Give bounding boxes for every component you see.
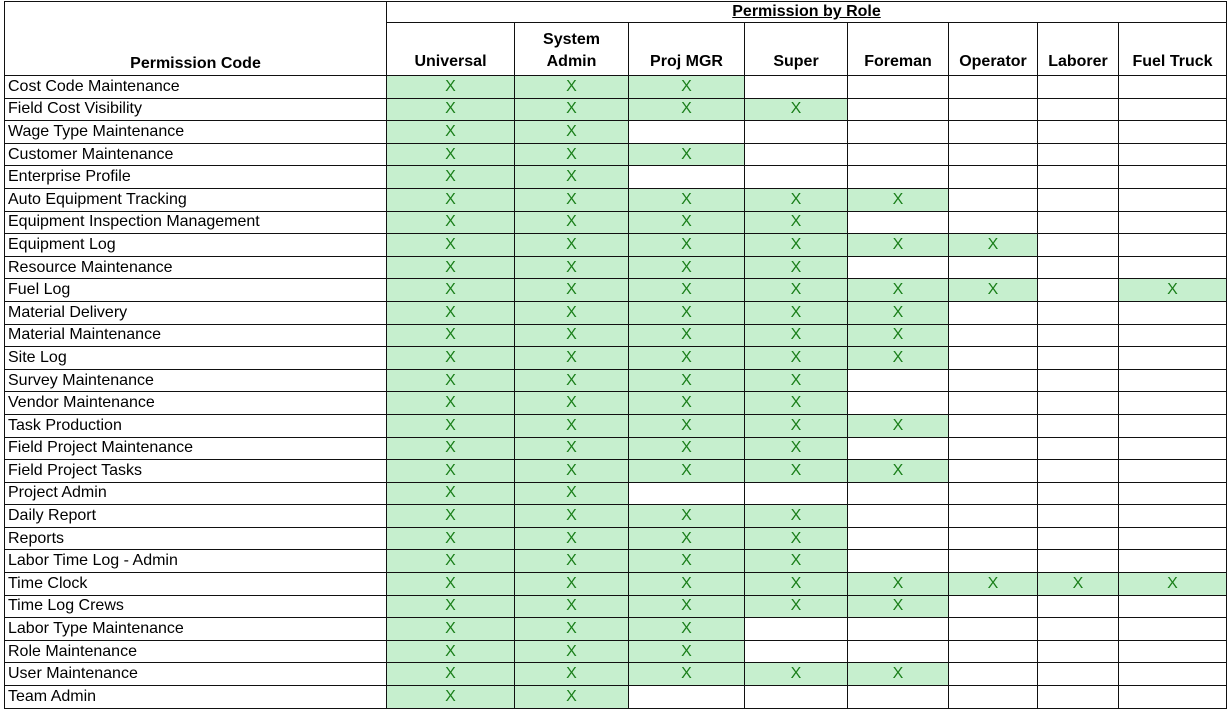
empty-cell[interactable] (745, 121, 848, 144)
granted-cell[interactable]: X (387, 121, 515, 144)
granted-cell[interactable]: X (387, 369, 515, 392)
granted-cell[interactable]: X (629, 188, 745, 211)
granted-cell[interactable]: X (745, 301, 848, 324)
granted-cell[interactable]: X (387, 234, 515, 257)
granted-cell[interactable]: X (387, 527, 515, 550)
permission-name-cell[interactable]: Field Project Maintenance (5, 437, 387, 460)
empty-cell[interactable] (949, 640, 1038, 663)
table-row (5, 550, 1227, 573)
empty-cell[interactable] (949, 98, 1038, 121)
empty-cell[interactable] (1119, 121, 1227, 144)
empty-cell[interactable] (1038, 188, 1119, 211)
empty-cell[interactable] (1038, 482, 1119, 505)
granted-cell[interactable]: X (848, 414, 949, 437)
empty-cell[interactable] (1038, 301, 1119, 324)
table-row (5, 437, 1227, 460)
granted-cell[interactable]: X (515, 663, 629, 686)
empty-cell[interactable] (1119, 640, 1227, 663)
granted-cell[interactable]: X (387, 482, 515, 505)
empty-cell[interactable] (848, 550, 949, 573)
granted-cell[interactable]: X (515, 211, 629, 234)
empty-cell[interactable] (1038, 211, 1119, 234)
empty-cell[interactable] (1119, 347, 1227, 370)
table-row (5, 595, 1227, 618)
granted-cell[interactable]: X (387, 573, 515, 596)
empty-cell[interactable] (949, 482, 1038, 505)
permission-name-cell[interactable]: Time Clock (5, 573, 387, 596)
empty-cell[interactable] (1119, 76, 1227, 99)
table-row (5, 369, 1227, 392)
granted-cell[interactable]: X (848, 188, 949, 211)
granted-cell[interactable]: X (515, 686, 629, 709)
granted-cell[interactable]: X (387, 460, 515, 483)
empty-cell[interactable] (1038, 414, 1119, 437)
empty-cell[interactable] (949, 211, 1038, 234)
empty-cell[interactable] (949, 618, 1038, 641)
empty-cell[interactable] (745, 76, 848, 99)
granted-cell[interactable]: X (515, 595, 629, 618)
granted-cell[interactable]: X (949, 234, 1038, 257)
permission-name-cell[interactable]: Labor Time Log - Admin (5, 550, 387, 573)
permission-name-cell[interactable]: Field Project Tasks (5, 460, 387, 483)
permission-table (4, 1, 1227, 709)
granted-cell[interactable]: X (629, 211, 745, 234)
empty-cell[interactable] (848, 618, 949, 641)
granted-cell[interactable]: X (515, 166, 629, 189)
granted-cell[interactable]: X (629, 460, 745, 483)
empty-cell[interactable] (949, 76, 1038, 99)
granted-cell[interactable]: X (848, 595, 949, 618)
empty-cell[interactable] (949, 121, 1038, 144)
empty-cell[interactable] (1119, 211, 1227, 234)
granted-cell[interactable]: X (387, 98, 515, 121)
permission-code-header: Permission Code (5, 23, 387, 76)
granted-cell[interactable]: X (387, 143, 515, 166)
table-row (5, 166, 1227, 189)
granted-cell[interactable]: X (387, 211, 515, 234)
permission-name-cell[interactable]: Time Log Crews (5, 595, 387, 618)
granted-cell[interactable]: X (515, 347, 629, 370)
granted-cell[interactable]: X (515, 640, 629, 663)
empty-cell[interactable] (1038, 550, 1119, 573)
empty-cell[interactable] (1119, 98, 1227, 121)
empty-cell[interactable] (848, 505, 949, 528)
empty-cell[interactable] (949, 437, 1038, 460)
granted-cell[interactable]: X (515, 98, 629, 121)
granted-cell[interactable]: X (515, 256, 629, 279)
granted-cell[interactable]: X (745, 279, 848, 302)
permission-name-cell[interactable]: Enterprise Profile (5, 166, 387, 189)
granted-cell[interactable]: X (949, 279, 1038, 302)
table-row (5, 121, 1227, 144)
table-row (5, 188, 1227, 211)
table-row (5, 347, 1227, 370)
empty-cell[interactable] (1038, 279, 1119, 302)
granted-cell[interactable]: X (745, 527, 848, 550)
empty-cell[interactable] (949, 143, 1038, 166)
granted-cell[interactable]: X (515, 573, 629, 596)
empty-cell[interactable] (1038, 324, 1119, 347)
granted-cell[interactable]: X (515, 437, 629, 460)
granted-cell[interactable]: X (745, 98, 848, 121)
empty-cell[interactable] (949, 414, 1038, 437)
permission-name-cell[interactable]: Material Maintenance (5, 324, 387, 347)
empty-cell[interactable] (1038, 76, 1119, 99)
empty-cell[interactable] (848, 76, 949, 99)
empty-cell[interactable] (629, 686, 745, 709)
granted-cell[interactable]: X (515, 392, 629, 415)
granted-cell[interactable]: X (745, 573, 848, 596)
granted-cell[interactable]: X (745, 392, 848, 415)
empty-cell[interactable] (1119, 527, 1227, 550)
empty-cell[interactable] (949, 347, 1038, 370)
empty-cell[interactable] (1119, 301, 1227, 324)
role-header: Laborer (1038, 23, 1119, 76)
table-row (5, 98, 1227, 121)
table-row (5, 573, 1227, 596)
granted-cell[interactable]: X (515, 618, 629, 641)
role-header: Fuel Truck (1119, 23, 1227, 76)
granted-cell[interactable]: X (387, 324, 515, 347)
granted-cell[interactable]: X (745, 211, 848, 234)
granted-cell[interactable]: X (387, 686, 515, 709)
empty-cell[interactable] (1119, 505, 1227, 528)
empty-cell[interactable] (1038, 234, 1119, 257)
empty-cell[interactable] (949, 256, 1038, 279)
empty-cell[interactable] (949, 166, 1038, 189)
role-header: Foreman (848, 23, 949, 76)
empty-cell[interactable] (1119, 392, 1227, 415)
empty-cell[interactable] (745, 166, 848, 189)
permission-name-cell[interactable]: Wage Type Maintenance (5, 121, 387, 144)
empty-cell[interactable] (1119, 550, 1227, 573)
granted-cell[interactable]: X (629, 573, 745, 596)
granted-cell[interactable]: X (629, 279, 745, 302)
empty-cell[interactable] (949, 324, 1038, 347)
table-row (5, 505, 1227, 528)
empty-cell[interactable] (1119, 188, 1227, 211)
granted-cell[interactable]: X (745, 663, 848, 686)
empty-cell[interactable] (848, 369, 949, 392)
permission-name-cell[interactable]: Resource Maintenance (5, 256, 387, 279)
empty-cell[interactable] (1038, 369, 1119, 392)
empty-cell[interactable] (848, 98, 949, 121)
empty-cell[interactable] (848, 392, 949, 415)
granted-cell[interactable]: X (1119, 573, 1227, 596)
table-row (5, 640, 1227, 663)
granted-cell[interactable]: X (515, 369, 629, 392)
granted-cell[interactable]: X (629, 76, 745, 99)
table-row (5, 392, 1227, 415)
permission-name-cell[interactable]: Fuel Log (5, 279, 387, 302)
granted-cell[interactable]: X (387, 595, 515, 618)
empty-cell[interactable] (1119, 686, 1227, 709)
table-row (5, 324, 1227, 347)
granted-cell[interactable]: X (745, 256, 848, 279)
empty-cell[interactable] (848, 256, 949, 279)
granted-cell[interactable]: X (848, 301, 949, 324)
permission-name-cell[interactable]: Labor Type Maintenance (5, 618, 387, 641)
empty-cell[interactable] (1038, 618, 1119, 641)
granted-cell[interactable]: X (515, 482, 629, 505)
empty-cell[interactable] (949, 505, 1038, 528)
table-row (5, 211, 1227, 234)
empty-cell[interactable] (745, 482, 848, 505)
granted-cell[interactable]: X (387, 188, 515, 211)
granted-cell[interactable]: X (745, 188, 848, 211)
empty-cell[interactable] (949, 392, 1038, 415)
permission-name-cell[interactable]: Equipment Log (5, 234, 387, 257)
empty-cell[interactable] (1038, 640, 1119, 663)
granted-cell[interactable]: X (745, 414, 848, 437)
granted-cell[interactable]: X (745, 369, 848, 392)
permission-rows (5, 76, 1227, 709)
granted-cell[interactable]: X (745, 550, 848, 573)
empty-cell[interactable] (1038, 527, 1119, 550)
table-row (5, 414, 1227, 437)
table-row (5, 482, 1227, 505)
empty-cell[interactable] (1038, 595, 1119, 618)
permission-name-cell[interactable]: Team Admin (5, 686, 387, 709)
table-row (5, 76, 1227, 99)
granted-cell[interactable]: X (387, 347, 515, 370)
granted-cell[interactable]: X (515, 324, 629, 347)
granted-cell[interactable]: X (515, 279, 629, 302)
granted-cell[interactable]: X (515, 414, 629, 437)
granted-cell[interactable]: X (629, 550, 745, 573)
granted-cell[interactable]: X (629, 663, 745, 686)
role-header: System Admin (515, 23, 629, 76)
empty-cell[interactable] (949, 686, 1038, 709)
empty-cell[interactable] (1038, 663, 1119, 686)
granted-cell[interactable]: X (848, 279, 949, 302)
granted-cell[interactable]: X (1119, 279, 1227, 302)
empty-cell[interactable] (949, 460, 1038, 483)
granted-cell[interactable]: X (387, 437, 515, 460)
permission-name-cell[interactable]: Reports (5, 527, 387, 550)
granted-cell[interactable]: X (745, 324, 848, 347)
granted-cell[interactable]: X (387, 640, 515, 663)
granted-cell[interactable]: X (387, 663, 515, 686)
empty-cell[interactable] (1119, 618, 1227, 641)
table-row (5, 256, 1227, 279)
permission-name-cell[interactable]: Project Admin (5, 482, 387, 505)
permission-name-cell[interactable]: Material Delivery (5, 301, 387, 324)
empty-cell[interactable] (1038, 460, 1119, 483)
corner-cell (5, 2, 387, 23)
empty-cell[interactable] (1038, 437, 1119, 460)
granted-cell[interactable]: X (745, 595, 848, 618)
empty-cell[interactable] (1038, 347, 1119, 370)
table-row (5, 460, 1227, 483)
table-row (5, 234, 1227, 257)
permission-name-cell[interactable]: Vendor Maintenance (5, 392, 387, 415)
empty-cell[interactable] (1119, 143, 1227, 166)
empty-cell[interactable] (1119, 256, 1227, 279)
granted-cell[interactable]: X (387, 392, 515, 415)
empty-cell[interactable] (745, 640, 848, 663)
granted-cell[interactable]: X (515, 143, 629, 166)
granted-cell[interactable]: X (629, 505, 745, 528)
permission-name-cell[interactable]: Task Production (5, 414, 387, 437)
empty-cell[interactable] (1119, 369, 1227, 392)
empty-cell[interactable] (848, 640, 949, 663)
granted-cell[interactable]: X (629, 392, 745, 415)
empty-cell[interactable] (1038, 686, 1119, 709)
granted-cell[interactable]: X (949, 573, 1038, 596)
role-header: Operator (949, 23, 1038, 76)
empty-cell[interactable] (1119, 166, 1227, 189)
table-row (5, 527, 1227, 550)
granted-cell[interactable]: X (515, 460, 629, 483)
empty-cell[interactable] (1119, 460, 1227, 483)
empty-cell[interactable] (949, 550, 1038, 573)
empty-cell[interactable] (1119, 414, 1227, 437)
granted-cell[interactable]: X (629, 369, 745, 392)
permission-name-cell[interactable]: User Maintenance (5, 663, 387, 686)
empty-cell[interactable] (1119, 324, 1227, 347)
permission-name-cell[interactable]: Role Maintenance (5, 640, 387, 663)
permission-name-cell[interactable]: Daily Report (5, 505, 387, 528)
granted-cell[interactable]: X (515, 505, 629, 528)
empty-cell[interactable] (1038, 505, 1119, 528)
table-row (5, 686, 1227, 709)
granted-cell[interactable]: X (387, 505, 515, 528)
granted-cell[interactable]: X (629, 527, 745, 550)
empty-cell[interactable] (949, 527, 1038, 550)
granted-cell[interactable]: X (387, 279, 515, 302)
granted-cell[interactable]: X (515, 121, 629, 144)
permission-name-cell[interactable]: Auto Equipment Tracking (5, 188, 387, 211)
granted-cell[interactable]: X (629, 347, 745, 370)
granted-cell[interactable]: X (515, 234, 629, 257)
granted-cell[interactable]: X (515, 550, 629, 573)
permission-name-cell[interactable]: Cost Code Maintenance (5, 76, 387, 99)
empty-cell[interactable] (629, 121, 745, 144)
empty-cell[interactable] (848, 143, 949, 166)
granted-cell[interactable]: X (387, 618, 515, 641)
granted-cell[interactable]: X (848, 324, 949, 347)
granted-cell[interactable]: X (848, 573, 949, 596)
empty-cell[interactable] (629, 482, 745, 505)
permission-name-cell[interactable]: Equipment Inspection Management (5, 211, 387, 234)
role-header: Universal (387, 23, 515, 76)
empty-cell[interactable] (848, 211, 949, 234)
granted-cell[interactable]: X (629, 301, 745, 324)
granted-cell[interactable]: X (387, 166, 515, 189)
empty-cell[interactable] (1119, 437, 1227, 460)
empty-cell[interactable] (848, 527, 949, 550)
granted-cell[interactable]: X (848, 460, 949, 483)
granted-cell[interactable]: X (848, 234, 949, 257)
granted-cell[interactable]: X (629, 414, 745, 437)
permission-name-cell[interactable]: Survey Maintenance (5, 369, 387, 392)
role-header: Super (745, 23, 848, 76)
permission-name-cell[interactable]: Site Log (5, 347, 387, 370)
table-row (5, 143, 1227, 166)
granted-cell[interactable]: X (745, 234, 848, 257)
table-row (5, 618, 1227, 641)
granted-cell[interactable]: X (629, 256, 745, 279)
granted-cell[interactable]: X (629, 618, 745, 641)
empty-cell[interactable] (1038, 392, 1119, 415)
granted-cell[interactable]: X (515, 76, 629, 99)
granted-cell[interactable]: X (387, 550, 515, 573)
empty-cell[interactable] (745, 143, 848, 166)
granted-cell[interactable]: X (629, 640, 745, 663)
empty-cell[interactable] (949, 595, 1038, 618)
empty-cell[interactable] (848, 166, 949, 189)
granted-cell[interactable]: X (387, 414, 515, 437)
granted-cell[interactable]: X (387, 301, 515, 324)
granted-cell[interactable]: X (629, 98, 745, 121)
granted-cell[interactable]: X (387, 76, 515, 99)
granted-cell[interactable]: X (629, 437, 745, 460)
granted-cell[interactable]: X (745, 505, 848, 528)
empty-cell[interactable] (949, 188, 1038, 211)
permission-name-cell[interactable]: Customer Maintenance (5, 143, 387, 166)
empty-cell[interactable] (848, 686, 949, 709)
granted-cell[interactable]: X (745, 437, 848, 460)
empty-cell[interactable] (1119, 482, 1227, 505)
granted-cell[interactable]: X (629, 234, 745, 257)
table-row (5, 663, 1227, 686)
granted-cell[interactable]: X (515, 527, 629, 550)
granted-cell[interactable]: X (848, 347, 949, 370)
permission-name-cell[interactable]: Field Cost Visibility (5, 98, 387, 121)
role-header: Proj MGR (629, 23, 745, 76)
granted-cell[interactable]: X (515, 188, 629, 211)
empty-cell[interactable] (1038, 98, 1119, 121)
granted-cell[interactable]: X (629, 595, 745, 618)
granted-cell[interactable]: X (515, 301, 629, 324)
empty-cell[interactable] (1038, 256, 1119, 279)
empty-cell[interactable] (949, 369, 1038, 392)
table-row (5, 279, 1227, 302)
empty-cell[interactable] (848, 437, 949, 460)
empty-cell[interactable] (949, 663, 1038, 686)
granted-cell[interactable]: X (387, 256, 515, 279)
empty-cell[interactable] (848, 121, 949, 144)
empty-cell[interactable] (1038, 166, 1119, 189)
granted-cell[interactable]: X (745, 460, 848, 483)
empty-cell[interactable] (949, 301, 1038, 324)
granted-cell[interactable]: X (1038, 573, 1119, 596)
empty-cell[interactable] (745, 686, 848, 709)
granted-cell[interactable]: X (629, 143, 745, 166)
empty-cell[interactable] (1038, 143, 1119, 166)
empty-cell[interactable] (1119, 595, 1227, 618)
table-row (5, 301, 1227, 324)
granted-cell[interactable]: X (848, 663, 949, 686)
empty-cell[interactable] (1119, 234, 1227, 257)
group-header: Permission by Role (387, 2, 1227, 23)
empty-cell[interactable] (848, 482, 949, 505)
empty-cell[interactable] (745, 618, 848, 641)
empty-cell[interactable] (1119, 663, 1227, 686)
empty-cell[interactable] (629, 166, 745, 189)
empty-cell[interactable] (1038, 121, 1119, 144)
granted-cell[interactable]: X (745, 347, 848, 370)
granted-cell[interactable]: X (629, 324, 745, 347)
